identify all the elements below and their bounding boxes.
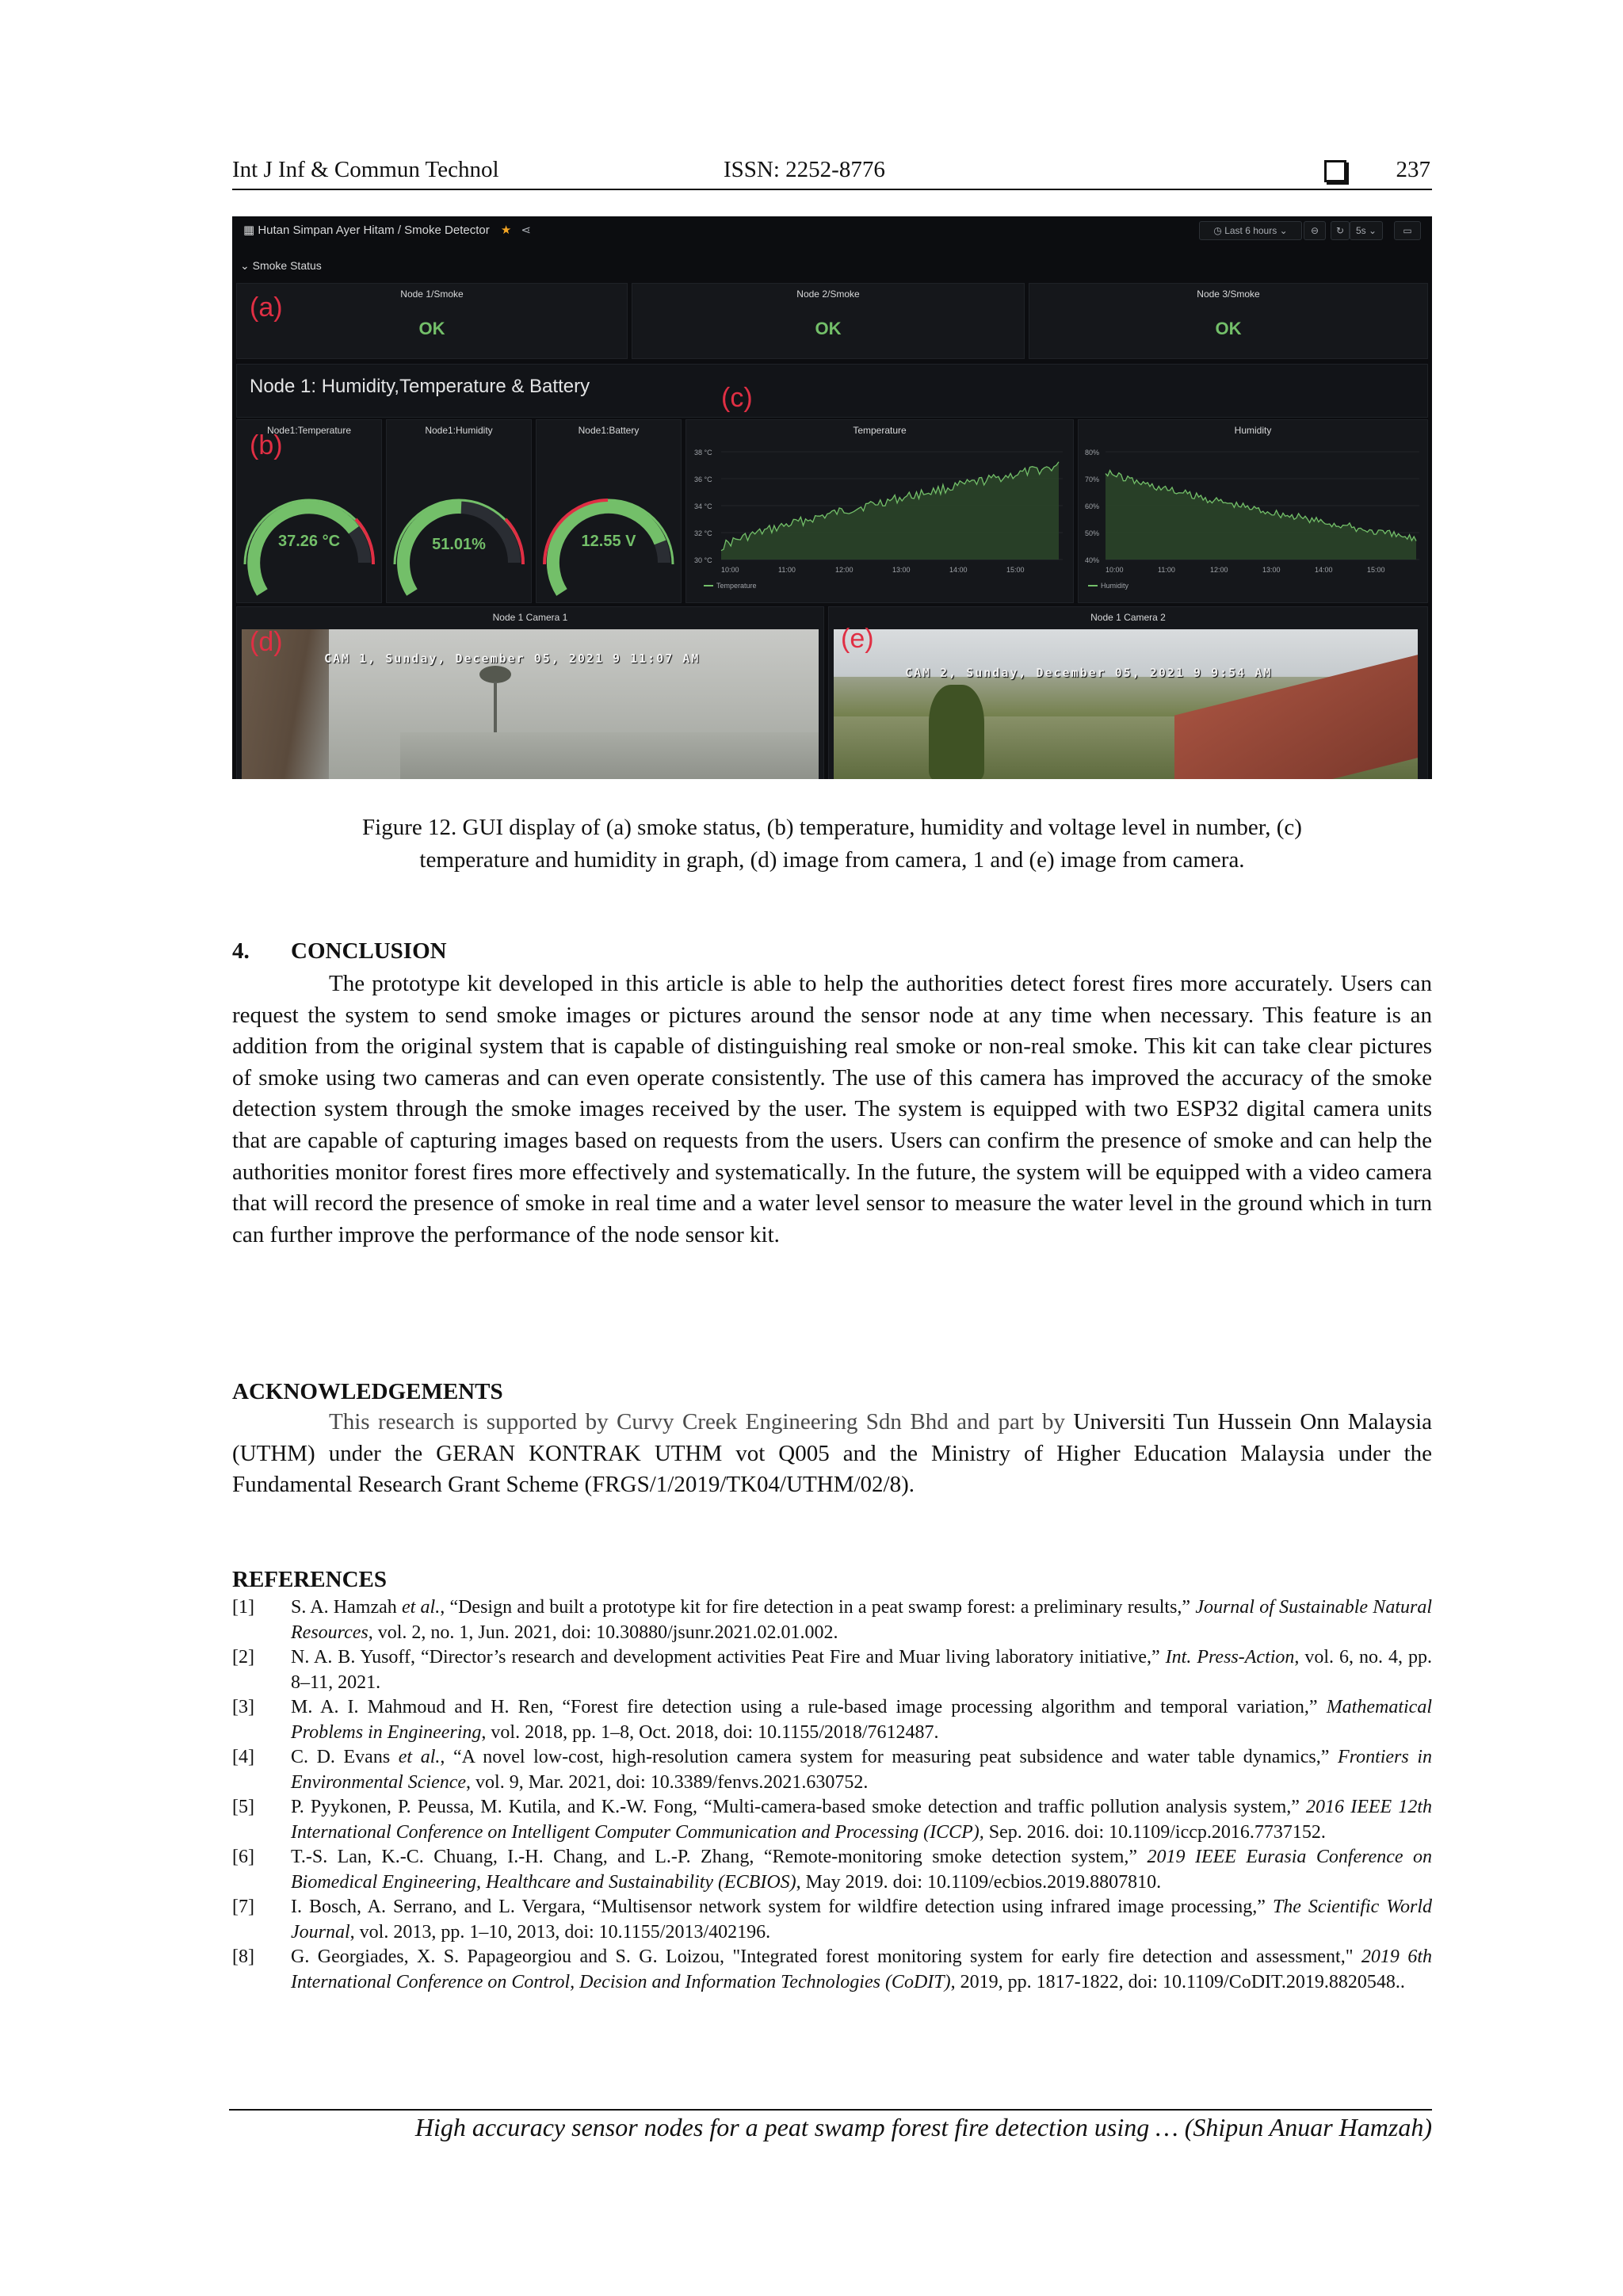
reference-details: , vol. 2, no. 1, Jun. 2021, doi: 10.30880/jsunr.2021.02.01.002. <box>368 1622 838 1643</box>
reference-details: , vol. 6, no. 4, pp. 8–11, 2021. <box>291 1647 1432 1693</box>
checkbox-square-icon <box>1324 160 1346 182</box>
reference-title: , “A novel low-cost, high-resolution camera system for measuring peat subsidence and water table dynamics,” <box>440 1747 1338 1767</box>
breadcrumb <box>243 223 531 237</box>
figure-caption <box>232 812 1432 877</box>
reference-authors: G. Georgiades, X. S. Papageorgiou and S. G. Loizou, "Integrated forest monitoring system for early fire detection and assessment," <box>291 1946 1361 1967</box>
header-rule <box>232 189 1432 190</box>
reference-et-al: et al. <box>402 1597 441 1618</box>
reference-authors: M. A. I. Mahmoud and H. Ren, “Forest fire detection using a rule-based image processing algorithm and temporal variation,” <box>291 1697 1327 1717</box>
share-icon[interactable]: ⋖ <box>521 223 532 237</box>
annotation-label-b: (b) <box>250 430 283 460</box>
camera1-timestamp: CAM 1, Sunday, December 05, 2021 9 11:07 AM <box>324 651 701 666</box>
section-number: 4. <box>232 938 250 964</box>
y-tick: 70% <box>1085 476 1100 483</box>
y-tick: 38 °C <box>694 449 712 457</box>
reference-venue: Frontiers in Environmental Science <box>291 1747 1432 1793</box>
smoke-status-value: OK <box>418 319 445 338</box>
x-tick: 11:00 <box>1158 566 1175 574</box>
breadcrumb-page[interactable]: Smoke Detector <box>404 223 490 237</box>
issn: ISSN: 2252-8776 <box>724 157 885 182</box>
reference-details: , vol. 9, Mar. 2021, doi: 10.3389/fenvs.2021.630752. <box>466 1771 869 1793</box>
x-tick: 12:00 <box>1210 566 1228 574</box>
reference-number: [1] <box>232 1597 254 1618</box>
x-tick: 13:00 <box>892 566 911 574</box>
reference-venue: Mathematical Problems in Engineering <box>291 1697 1432 1743</box>
reference-authors: P. Pyykonen, P. Peussa, M. Kutila, and K.-W. Fong, “Multi-camera-based smoke detection and traffic pollution analysis system,” <box>291 1797 1307 1817</box>
panel-title: Node1:Battery <box>578 425 640 436</box>
reference-details: Sep. 2016. doi: 10.1109/iccp.2016.7737152. <box>983 1821 1326 1843</box>
footer-rule <box>229 2109 1432 2111</box>
dashboard-figure <box>232 216 1432 779</box>
battery-gauge <box>537 444 681 602</box>
conclusion-paragraph: The prototype kit developed in this article is able to help the authorities detect forest fires more accurately. Users can request the system to send smoke images or pictures around the sensor node at any time when necessary. This feature is an addition from the original system that is capable of distinguishing real smoke or non-real smoke. This kit can take clear pictures of smoke using two cameras and can even operate consistently. The use of this camera has improved the accuracy of the smoke detection system through the smoke images received by the user. The system is equipped with two ESP32 digital camera units that are capable of capturing images based on requests from the users. Users can confirm the presence of smoke and can help the authorities monitor forest fires more effectively and systematically. In the future, the system will be equipped with a video camera that will record the presence of smoke in real time and a water level sensor to measure the water level in the ground which in turn can further improve the performance of the node sensor kit. <box>232 971 1432 1247</box>
panel-title: Temperature <box>853 425 907 436</box>
humidity-chart <box>1079 420 1427 602</box>
reference-authors: I. Bosch, A. Serrano, and L. Vergara, “Multisensor network system for wildfire detection using infrared image processing,” <box>291 1897 1273 1917</box>
reference-number: [2] <box>232 1647 254 1668</box>
reference-text <box>291 1795 1432 1845</box>
panel-title: Node 3/Smoke <box>1197 288 1260 300</box>
row-smoke-status[interactable] <box>240 259 322 273</box>
reference-text <box>291 1595 1432 1645</box>
camera2-image <box>834 629 1418 779</box>
gauge-value: 12.55 V <box>581 533 636 550</box>
acknowledgements-title: ACKNOWLEDGEMENTS <box>232 1379 503 1404</box>
panel-node3-smoke[interactable] <box>1029 283 1428 359</box>
reference-venue: The Scientific World Journal <box>291 1897 1433 1943</box>
reference-number: [6] <box>232 1847 254 1867</box>
legend-label: Humidity <box>1101 582 1129 590</box>
dashboard-grid-icon: ▦ <box>243 223 258 237</box>
reference-text <box>291 1945 1432 1995</box>
x-tick: 15:00 <box>1367 566 1385 574</box>
acknowledgements-paragraph <box>232 1407 1432 1501</box>
reference-venue: 2019 6th International Conference on Control, Decision and Information Technologies (CoDIT) <box>291 1946 1433 1992</box>
dashboard-topbar <box>232 216 1432 243</box>
camera1-ground <box>400 732 819 779</box>
reference-details: , vol. 2018, pp. 1–8, Oct. 2018, doi: 10.1155/2018/7612487. <box>481 1721 939 1743</box>
refresh-interval-picker[interactable]: 5s ⌄ <box>1350 221 1383 240</box>
reference-number: [5] <box>232 1797 254 1817</box>
legend-label: Temperature <box>716 582 757 590</box>
reference-item <box>232 1645 1432 1695</box>
refresh-icon: ↻ <box>1335 225 1345 236</box>
panel-temperature-chart[interactable] <box>685 419 1074 603</box>
x-tick: 11:00 <box>778 566 796 574</box>
panel-title: Node1:Humidity <box>425 425 493 436</box>
breadcrumb-folder[interactable]: Hutan Simpan Ayer Hitam <box>258 223 395 237</box>
refresh-interval-label: 5s <box>1355 225 1366 236</box>
x-tick: 13:00 <box>1262 566 1281 574</box>
annotation-label-a: (a) <box>250 292 283 323</box>
reference-item <box>232 1895 1432 1945</box>
camera1-tree-top <box>479 666 511 683</box>
chevron-down-icon: ⌄ <box>240 259 253 272</box>
camera2-tree <box>929 685 984 779</box>
reference-number: [3] <box>232 1697 254 1717</box>
reference-details: , vol. 2013, pp. 1–10, 2013, doi: 10.1155/2013/402196. <box>349 1921 771 1943</box>
row-smoke-status-label: Smoke Status <box>252 259 322 272</box>
running-header <box>232 155 1432 190</box>
time-range-label: Last 6 hours <box>1224 225 1277 236</box>
reference-venue: Journal of Sustainable Natural Resources <box>291 1597 1432 1643</box>
reference-venue: 2016 IEEE 12th International Conference on Intelligent Computer Communication and Processing (ICCP), <box>291 1797 1432 1843</box>
panel-title: Node 1/Smoke <box>400 288 464 300</box>
journal-name: Int J Inf & Commun Technol <box>232 157 499 182</box>
temperature-gauge <box>237 444 381 602</box>
y-tick: 36 °C <box>694 476 712 483</box>
panel-title: Humidity <box>1234 425 1272 436</box>
reference-number: [7] <box>232 1897 254 1917</box>
row-node1-title: Node 1: Humidity,Temperature & Battery <box>250 376 590 397</box>
camera2-timestamp: CAM 2, Sunday, December 05, 2021 9 9:54 AM <box>905 666 1273 680</box>
smoke-status-value: OK <box>1215 319 1242 338</box>
camera1-image <box>242 629 819 779</box>
reference-text <box>291 1895 1432 1945</box>
row-node1[interactable] <box>236 364 1428 418</box>
reference-text <box>291 1845 1432 1895</box>
annotation-label-e: (e) <box>841 624 874 654</box>
panel-node1-smoke[interactable] <box>236 283 628 359</box>
time-range-picker[interactable]: ◷ Last 6 hours ⌄ <box>1199 221 1302 240</box>
x-tick: 10:00 <box>1106 566 1124 574</box>
tv-mode-button[interactable] <box>1394 221 1421 240</box>
reference-venue: Int. Press-Action <box>1165 1647 1295 1668</box>
reference-number: [8] <box>232 1946 254 1967</box>
x-tick: 12:00 <box>835 566 854 574</box>
annotation-label-c: (c) <box>721 383 753 413</box>
reference-details: , May 2019. doi: 10.1109/ecbios.2019.8807810. <box>796 1871 1162 1893</box>
reference-venue: 2019 IEEE Eurasia Conference on Biomedical Engineering, Healthcare and Sustainability (ECBIOS) <box>291 1847 1432 1893</box>
panel-node2-smoke[interactable] <box>632 283 1025 359</box>
panel-title: Node 1 Camera 1 <box>492 612 568 623</box>
clock-icon: ◷ <box>1213 225 1225 236</box>
panel-humidity-gauge[interactable] <box>386 419 532 603</box>
reference-item <box>232 1845 1432 1895</box>
temperature-area <box>721 462 1059 560</box>
panel-humidity-chart[interactable] <box>1078 419 1428 603</box>
star-icon[interactable]: ★ <box>500 223 512 237</box>
panel-battery-gauge[interactable] <box>536 419 682 603</box>
section-title: CONCLUSION <box>291 938 447 964</box>
camera1-tree-trunk <box>494 682 497 737</box>
x-tick: 15:00 <box>1006 566 1025 574</box>
monitor-icon: ▭ <box>1403 225 1412 236</box>
reference-title: , “Design and built a prototype kit for fire detection in a peat swamp forest: a preliminary results,” <box>440 1597 1196 1618</box>
reference-details: , 2019, pp. 1817-1822, doi: 10.1109/CoDIT.2019.8820548.. <box>950 1971 1405 1992</box>
y-tick: 60% <box>1085 502 1100 510</box>
reference-authors: C. D. Evans <box>291 1747 399 1767</box>
caption-line-1: Figure 12. GUI display of (a) smoke status, (b) temperature, humidity and voltage level in number, (c) <box>362 815 1302 840</box>
acknowledgements-text-part-1: This research is supported by Curvy Creek Engineering Sdn Bhd and part by <box>329 1409 1065 1435</box>
smoke-status-value: OK <box>815 319 842 338</box>
y-tick: 30 °C <box>694 556 712 564</box>
reference-item <box>232 1795 1432 1845</box>
zoom-out-icon: ⊖ <box>1310 225 1319 236</box>
y-tick: 40% <box>1085 556 1100 564</box>
x-tick: 10:00 <box>721 566 739 574</box>
reference-item <box>232 1745 1432 1795</box>
gauge-value: 51.01% <box>432 536 486 553</box>
reference-et-al: et al. <box>398 1747 441 1767</box>
reference-number: [4] <box>232 1747 254 1767</box>
reference-text <box>291 1695 1432 1745</box>
y-tick: 34 °C <box>694 502 712 510</box>
page-number: 237 <box>1396 157 1430 182</box>
references-title: REFERENCES <box>232 1567 387 1592</box>
breadcrumb-separator: / <box>397 223 401 237</box>
reference-authors: T.-S. Lan, K.-C. Chuang, I.-H. Chang, and L.-P. Zhang, “Remote-monitoring smoke detection system,” <box>291 1847 1148 1867</box>
reference-text <box>291 1745 1432 1795</box>
panel-title: Node1:Temperature <box>266 425 352 436</box>
panel-title: Node 1 Camera 2 <box>1090 612 1166 623</box>
acknowledgements-text-part-2: Universiti Tun Hussein Onn Malaysia (UTHM) under the GERAN KONTRAK UTHM vot Q005 and the Ministry of Higher Education Malaysia under the Fundamental Research Grant Scheme (FRGS/1/2019/TK04/UTHM/02/8). <box>232 1409 1433 1498</box>
x-tick: 14:00 <box>949 566 968 574</box>
reference-authors: N. A. B. Yusoff, “Director’s research and development activities Peat Fire and Muar living laboratory initiative,” <box>291 1647 1166 1668</box>
reference-text <box>291 1645 1432 1695</box>
refresh-button[interactable] <box>1331 221 1350 240</box>
annotation-label-d: (d) <box>250 627 283 657</box>
y-tick: 32 °C <box>694 529 712 537</box>
y-tick: 80% <box>1085 449 1100 457</box>
running-footer: High accuracy sensor nodes for a peat swamp forest fire detection using … (Shipun Anuar Hamzah) <box>414 2113 1432 2141</box>
x-tick: 14:00 <box>1315 566 1333 574</box>
reference-item <box>232 1945 1432 1995</box>
zoom-out-button[interactable] <box>1304 221 1326 240</box>
references-list <box>232 1595 1432 1995</box>
reference-item <box>232 1695 1432 1745</box>
panel-camera1[interactable] <box>236 606 824 779</box>
gauge-value: 37.26 °C <box>277 533 341 550</box>
caption-line-2: temperature and humidity in graph, (d) image from camera, 1 and (e) image from camera. <box>419 847 1245 873</box>
panel-camera2[interactable] <box>828 606 1428 779</box>
reference-item <box>232 1595 1432 1645</box>
panel-title: Node 2/Smoke <box>796 288 860 300</box>
humidity-gauge <box>387 444 531 602</box>
y-tick: 50% <box>1085 529 1100 537</box>
reference-authors: S. A. Hamzah <box>291 1597 402 1618</box>
temperature-chart <box>686 420 1073 602</box>
